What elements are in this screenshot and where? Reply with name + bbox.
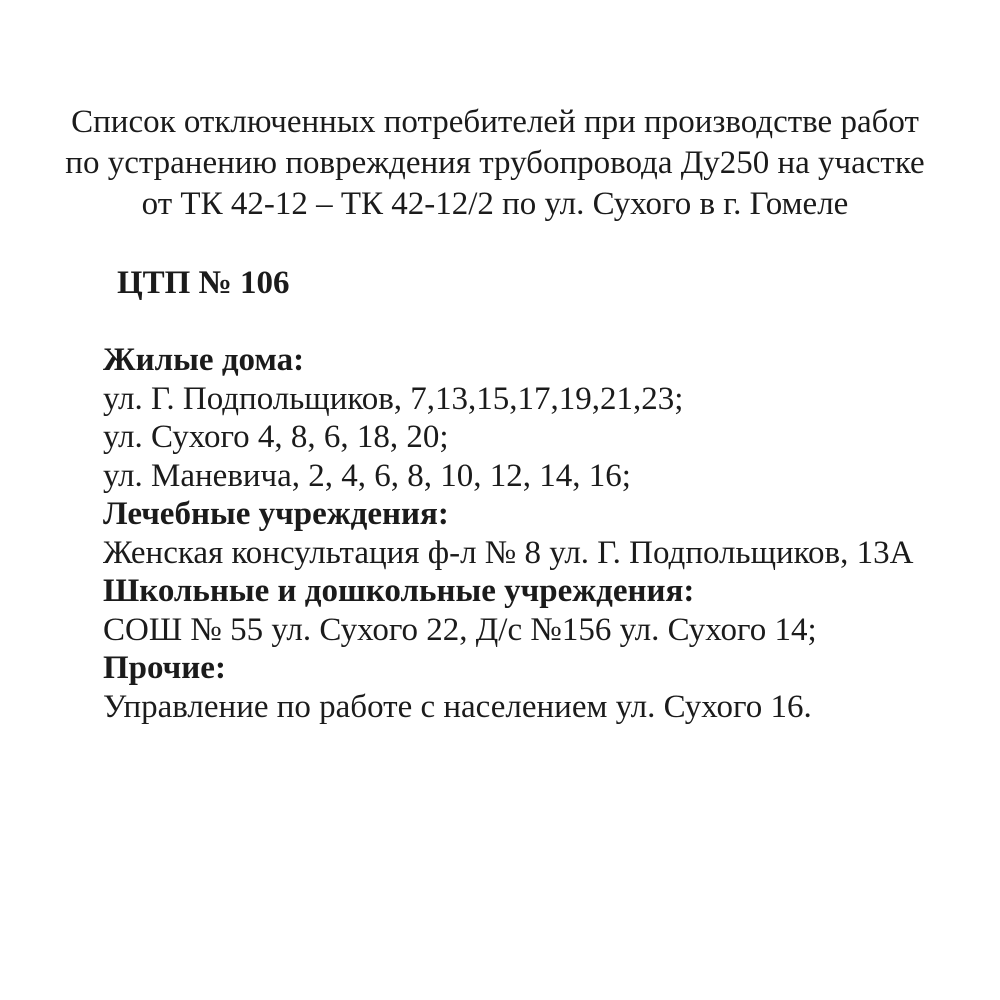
station-heading: ЦТП № 106 (117, 265, 290, 301)
document-title (0, 102, 990, 225)
address-line: ул. Сухого 4, 8, 6, 18, 20; (103, 419, 449, 455)
title-line-1: Список отключенных потребителей при производстве работ (71, 104, 919, 140)
section-heading-schools: Школьные и дошкольные учреждения: (103, 573, 695, 609)
consumer-list (103, 341, 983, 726)
address-line: ул. Маневича, 2, 4, 6, 8, 10, 12, 14, 16; (103, 457, 631, 494)
section-heading-other: Прочие: (103, 650, 226, 686)
address-line: Женская консультация ф-л № 8 ул. Г. Подпольщиков, 13А (103, 534, 914, 571)
address-line: СОШ № 55 ул. Сухого 22, Д/с №156 ул. Сухого 14; (103, 611, 817, 648)
title-line-3: от ТК 42-12 – ТК 42-12/2 по ул. Сухого в г. Гомеле (141, 186, 849, 222)
section-heading-medical: Лечебные учреждения: (103, 496, 449, 532)
address-line: Управление по работе с населением ул. Сухого 16. (103, 688, 812, 725)
title-line-2: по устранению повреждения трубопровода Ду250 на участке (65, 145, 925, 181)
address-line: ул. Г. Подпольщиков, 7,13,15,17,19,21,23; (103, 380, 684, 417)
section-heading-residential: Жилые дома: (103, 342, 305, 378)
